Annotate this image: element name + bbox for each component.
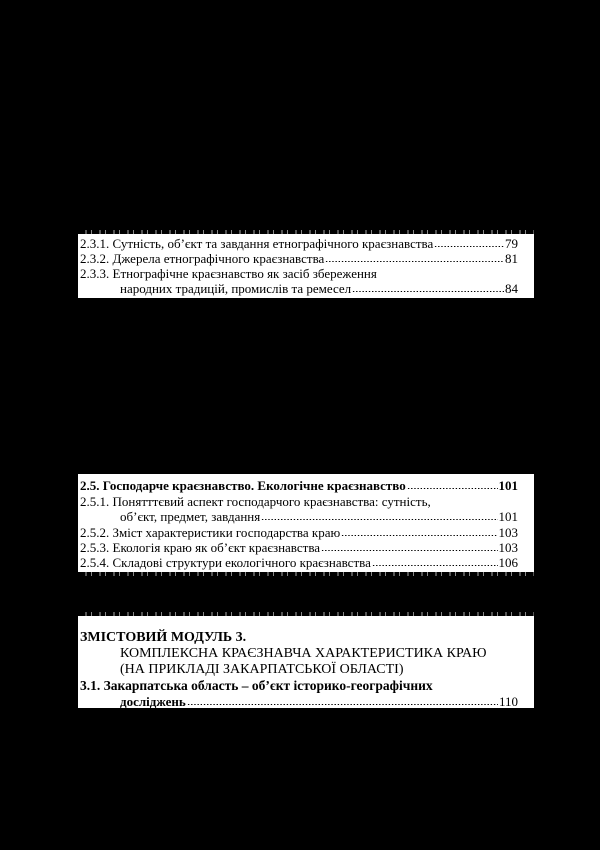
dot-leader [407,480,498,490]
toc-entry-2-5-1[interactable]: 2.5.1. Понятттєвий аспект господарчого краєзнавства: сутність, [80,494,431,509]
toc-entry-title: 2.5.2. Зміст характеристики господарства краю [80,525,341,540]
toc-entry-page: 79 [505,236,518,251]
toc-entry-2-3-3-cont[interactable] [120,281,518,296]
toc-entry-2-5-3[interactable] [80,540,518,555]
toc-entry-page: 106 [498,555,518,570]
dot-leader [341,527,497,537]
toc-entry-title: 2.5.4. Складові структури екологічного краєзнавства [80,555,371,570]
toc-entry-2-3-3[interactable]: 2.3.3. Етнографічне краєзнавство як засіб збереження [80,266,377,281]
dot-leader [261,511,497,521]
toc-entry-title: об’єкт, предмет, завдання [120,509,261,524]
toc-entry-2-3-2[interactable] [80,251,518,266]
dot-leader [434,238,504,248]
cut-edge-bottom [78,572,534,576]
dot-leader [187,696,498,706]
cut-edge-top [78,612,534,616]
dot-leader [352,283,504,293]
toc-section-2-5[interactable] [80,478,518,493]
toc-entry-title: 2.3.2. Джерела етнографічного краєзнавства [80,251,325,266]
cut-edge-top [78,230,534,234]
toc-entry-title: 2.3.1. Сутність, об’єкт та завдання етнографічного краєзнавства [80,236,434,251]
toc-fragment-economic [78,474,534,576]
dot-leader [372,557,498,567]
toc-entry-title: народних традицій, промислів та ремесел [120,281,352,296]
module-title-line-1: КОМПЛЕКСНА КРАЄЗНАВЧА ХАРАКТЕРИСТИКА КРАЮ [120,646,487,661]
toc-entry-page: 103 [498,525,518,540]
module-label[interactable]: ЗМІСТОВИЙ МОДУЛЬ 3. [80,630,247,645]
toc-entry-page: 101 [498,509,518,524]
dot-leader [325,253,504,263]
toc-entry-page: 103 [498,540,518,555]
toc-entry-page: 81 [505,251,518,266]
toc-entry-page: 84 [505,281,518,296]
toc-entry-title: досліджень [120,694,186,708]
toc-entry-title: 2.5. Господарче краєзнавство. Екологічне краєзнавство [80,478,406,493]
dot-leader [321,542,497,552]
module-title-line-2: (НА ПРИКЛАДІ ЗАКАРПАТСЬКОЇ ОБЛАСТІ) [120,662,404,677]
toc-entry-2-5-1-cont[interactable] [120,509,518,524]
toc-entry-page: 110 [498,694,518,708]
toc-fragment-module-3 [78,612,534,708]
toc-section-3-1[interactable]: 3.1. Закарпатська область – об’єкт історико-географічних [80,678,433,693]
toc-entry-2-3-1[interactable] [80,236,518,251]
toc-entry-2-5-4[interactable] [80,555,518,570]
toc-entry-page: 101 [498,478,518,493]
toc-entry-2-5-2[interactable] [80,525,518,540]
toc-fragment-ethnographic [78,230,534,298]
toc-entry-title: 2.5.3. Екологія краю як об’єкт краєзнавства [80,540,321,555]
toc-section-3-1-cont[interactable] [120,694,518,708]
